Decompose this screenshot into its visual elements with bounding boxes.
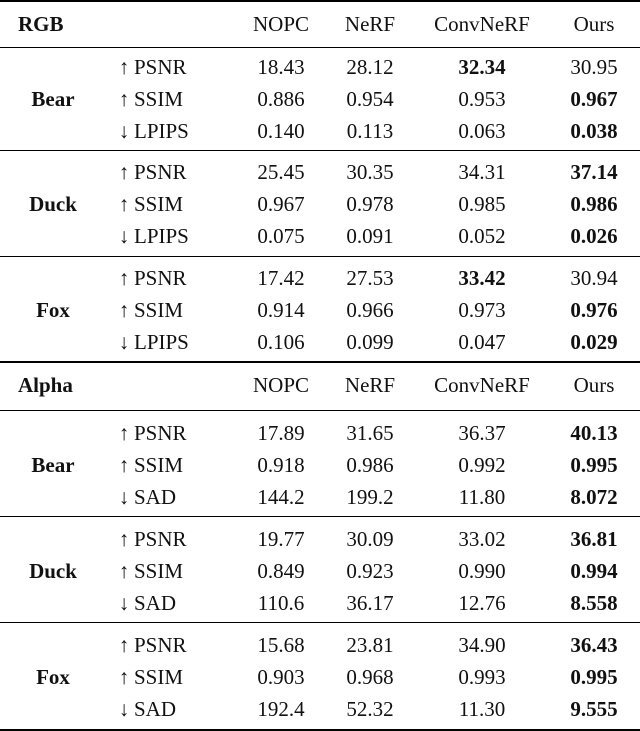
alpha-group-rule [0, 516, 640, 517]
column-header: ConvNeRF [434, 12, 530, 36]
metric-label [116, 298, 183, 322]
metric-label [116, 266, 187, 290]
table-cell: 27.53 [346, 266, 394, 290]
metric-label [116, 421, 187, 445]
table-cell: 0.995 [570, 453, 618, 477]
up-arrow-icon: ↑ [118, 55, 130, 79]
down-arrow-icon: ↓ [118, 591, 130, 615]
table-cell: 15.68 [257, 633, 305, 657]
table-cell: 18.43 [257, 55, 305, 79]
group-label: Bear [31, 87, 75, 111]
metric-label [116, 697, 176, 721]
table-cell: 25.45 [257, 160, 305, 184]
table-cell: 0.986 [570, 192, 618, 216]
table-cell: 52.32 [346, 697, 394, 721]
up-arrow-icon: ↑ [118, 633, 130, 657]
up-arrow-icon: ↑ [118, 192, 130, 216]
metric-label [116, 330, 189, 354]
table-cell: 23.81 [346, 633, 394, 657]
metric-name: PSNR [134, 266, 187, 290]
metric-label [116, 527, 187, 551]
table-cell: 0.099 [346, 330, 394, 354]
up-arrow-icon: ↑ [118, 160, 130, 184]
rgb-group-rule [0, 256, 640, 257]
table-cell: 12.76 [458, 591, 506, 615]
table-cell: 0.992 [458, 453, 506, 477]
down-arrow-icon: ↓ [118, 330, 130, 354]
down-arrow-icon: ↓ [118, 119, 130, 143]
table-cell: 8.072 [570, 485, 618, 509]
table-cell: 110.6 [257, 591, 305, 615]
table-cell: 0.954 [346, 87, 394, 111]
table-cell: 33.02 [458, 527, 506, 551]
table-cell: 30.94 [570, 266, 618, 290]
metric-label [116, 485, 176, 509]
table-cell: 0.849 [257, 559, 305, 583]
table-cell: 0.994 [570, 559, 618, 583]
table-cell: 199.2 [346, 485, 394, 509]
column-header: NOPC [252, 12, 310, 36]
column-header: NeRF [344, 373, 396, 397]
column-header: Ours [573, 373, 615, 397]
table-cell: 0.063 [458, 119, 506, 143]
table-cell: 30.35 [346, 160, 394, 184]
table-cell: 28.12 [346, 55, 394, 79]
table-cell: 0.140 [257, 119, 305, 143]
metric-name: LPIPS [134, 224, 189, 248]
metric-name: PSNR [134, 633, 187, 657]
table-cell: 0.967 [257, 192, 305, 216]
table-cell: 0.918 [257, 453, 305, 477]
table-cell: 17.89 [257, 421, 305, 445]
metric-name: SSIM [134, 192, 184, 216]
table-cell: 0.106 [257, 330, 305, 354]
group-label: Duck [29, 192, 77, 216]
table-cell: 0.886 [257, 87, 305, 111]
column-header: ConvNeRF [434, 373, 530, 397]
table-cell: 11.30 [458, 697, 506, 721]
table-cell: 30.95 [570, 55, 618, 79]
metric-label [116, 87, 183, 111]
metric-name: SSIM [134, 87, 184, 111]
metric-name: SAD [134, 591, 177, 615]
metric-name: LPIPS [134, 330, 189, 354]
metric-label [116, 591, 176, 615]
up-arrow-icon: ↑ [118, 421, 130, 445]
table-cell: 0.966 [346, 298, 394, 322]
table-cell: 32.34 [458, 55, 506, 79]
table-cell: 0.029 [570, 330, 618, 354]
alpha-header-rule [0, 410, 640, 411]
table-cell: 11.80 [458, 485, 506, 509]
top-rule [0, 0, 640, 2]
group-label: Duck [29, 559, 77, 583]
table-cell: 144.2 [257, 485, 305, 509]
table-cell: 19.77 [257, 527, 305, 551]
table-cell: 0.903 [257, 665, 305, 689]
table-cell: 0.967 [570, 87, 618, 111]
table-cell: 0.075 [257, 224, 305, 248]
alpha-group-rule [0, 622, 640, 623]
group-label: Bear [31, 453, 75, 477]
table-cell: 0.985 [458, 192, 506, 216]
table-cell: 17.42 [257, 266, 305, 290]
table-cell: 8.558 [570, 591, 618, 615]
group-label: Fox [36, 665, 70, 689]
table-cell: 0.052 [458, 224, 506, 248]
table-cell: 0.990 [458, 559, 506, 583]
up-arrow-icon: ↑ [118, 453, 130, 477]
table-cell: 34.31 [458, 160, 506, 184]
up-arrow-icon: ↑ [118, 559, 130, 583]
down-arrow-icon: ↓ [118, 485, 130, 509]
table-cell: 0.968 [346, 665, 394, 689]
metric-label [116, 160, 187, 184]
table-cell: 31.65 [346, 421, 394, 445]
up-arrow-icon: ↑ [118, 87, 130, 111]
metric-label [116, 192, 183, 216]
metric-name: SSIM [134, 453, 184, 477]
metric-label [116, 633, 187, 657]
metric-name: PSNR [134, 55, 187, 79]
table-cell: 0.953 [458, 87, 506, 111]
table-cell: 34.90 [458, 633, 506, 657]
table-cell: 0.113 [346, 119, 394, 143]
metric-label [116, 119, 189, 143]
metric-name: SAD [134, 697, 177, 721]
table-cell: 0.976 [570, 298, 618, 322]
metric-label [116, 453, 183, 477]
metric-name: SAD [134, 485, 177, 509]
table-cell: 36.81 [570, 527, 618, 551]
table-cell: 0.091 [346, 224, 394, 248]
table-cell: 0.986 [346, 453, 394, 477]
up-arrow-icon: ↑ [118, 665, 130, 689]
up-arrow-icon: ↑ [118, 298, 130, 322]
table-cell: 33.42 [458, 266, 506, 290]
table-cell: 36.17 [346, 591, 394, 615]
table-cell: 0.923 [346, 559, 394, 583]
up-arrow-icon: ↑ [118, 266, 130, 290]
table-cell: 36.43 [570, 633, 618, 657]
rgb-header-rule [0, 47, 640, 48]
column-header: NOPC [252, 373, 310, 397]
metric-name: SSIM [134, 298, 184, 322]
table-cell: 0.993 [458, 665, 506, 689]
table-cell: 192.4 [257, 697, 305, 721]
metric-label [116, 224, 189, 248]
metric-label [116, 559, 183, 583]
table-cell: 37.14 [570, 160, 618, 184]
metric-label [116, 55, 187, 79]
table-cell: 0.914 [257, 298, 305, 322]
rgb-group-rule [0, 150, 640, 151]
table-cell: 36.37 [458, 421, 506, 445]
table-cell: 0.026 [570, 224, 618, 248]
table-cell: 0.038 [570, 119, 618, 143]
metric-name: PSNR [134, 160, 187, 184]
column-header: NeRF [344, 12, 396, 36]
column-header: Ours [573, 12, 615, 36]
table-cell: 9.555 [570, 697, 618, 721]
table-cell: 0.973 [458, 298, 506, 322]
metric-label [116, 665, 183, 689]
down-arrow-icon: ↓ [118, 224, 130, 248]
down-arrow-icon: ↓ [118, 697, 130, 721]
table-cell: 30.09 [346, 527, 394, 551]
table-cell: 0.995 [570, 665, 618, 689]
section-divider-rule [0, 361, 640, 363]
metric-name: LPIPS [134, 119, 189, 143]
up-arrow-icon: ↑ [118, 527, 130, 551]
section-title: Alpha [18, 373, 73, 397]
metric-name: PSNR [134, 527, 187, 551]
table-cell: 0.047 [458, 330, 506, 354]
metric-name: SSIM [134, 665, 184, 689]
section-title: RGB [18, 12, 64, 36]
metric-name: PSNR [134, 421, 187, 445]
table-cell: 0.978 [346, 192, 394, 216]
table-cell: 40.13 [570, 421, 618, 445]
metric-name: SSIM [134, 559, 184, 583]
group-label: Fox [36, 298, 70, 322]
